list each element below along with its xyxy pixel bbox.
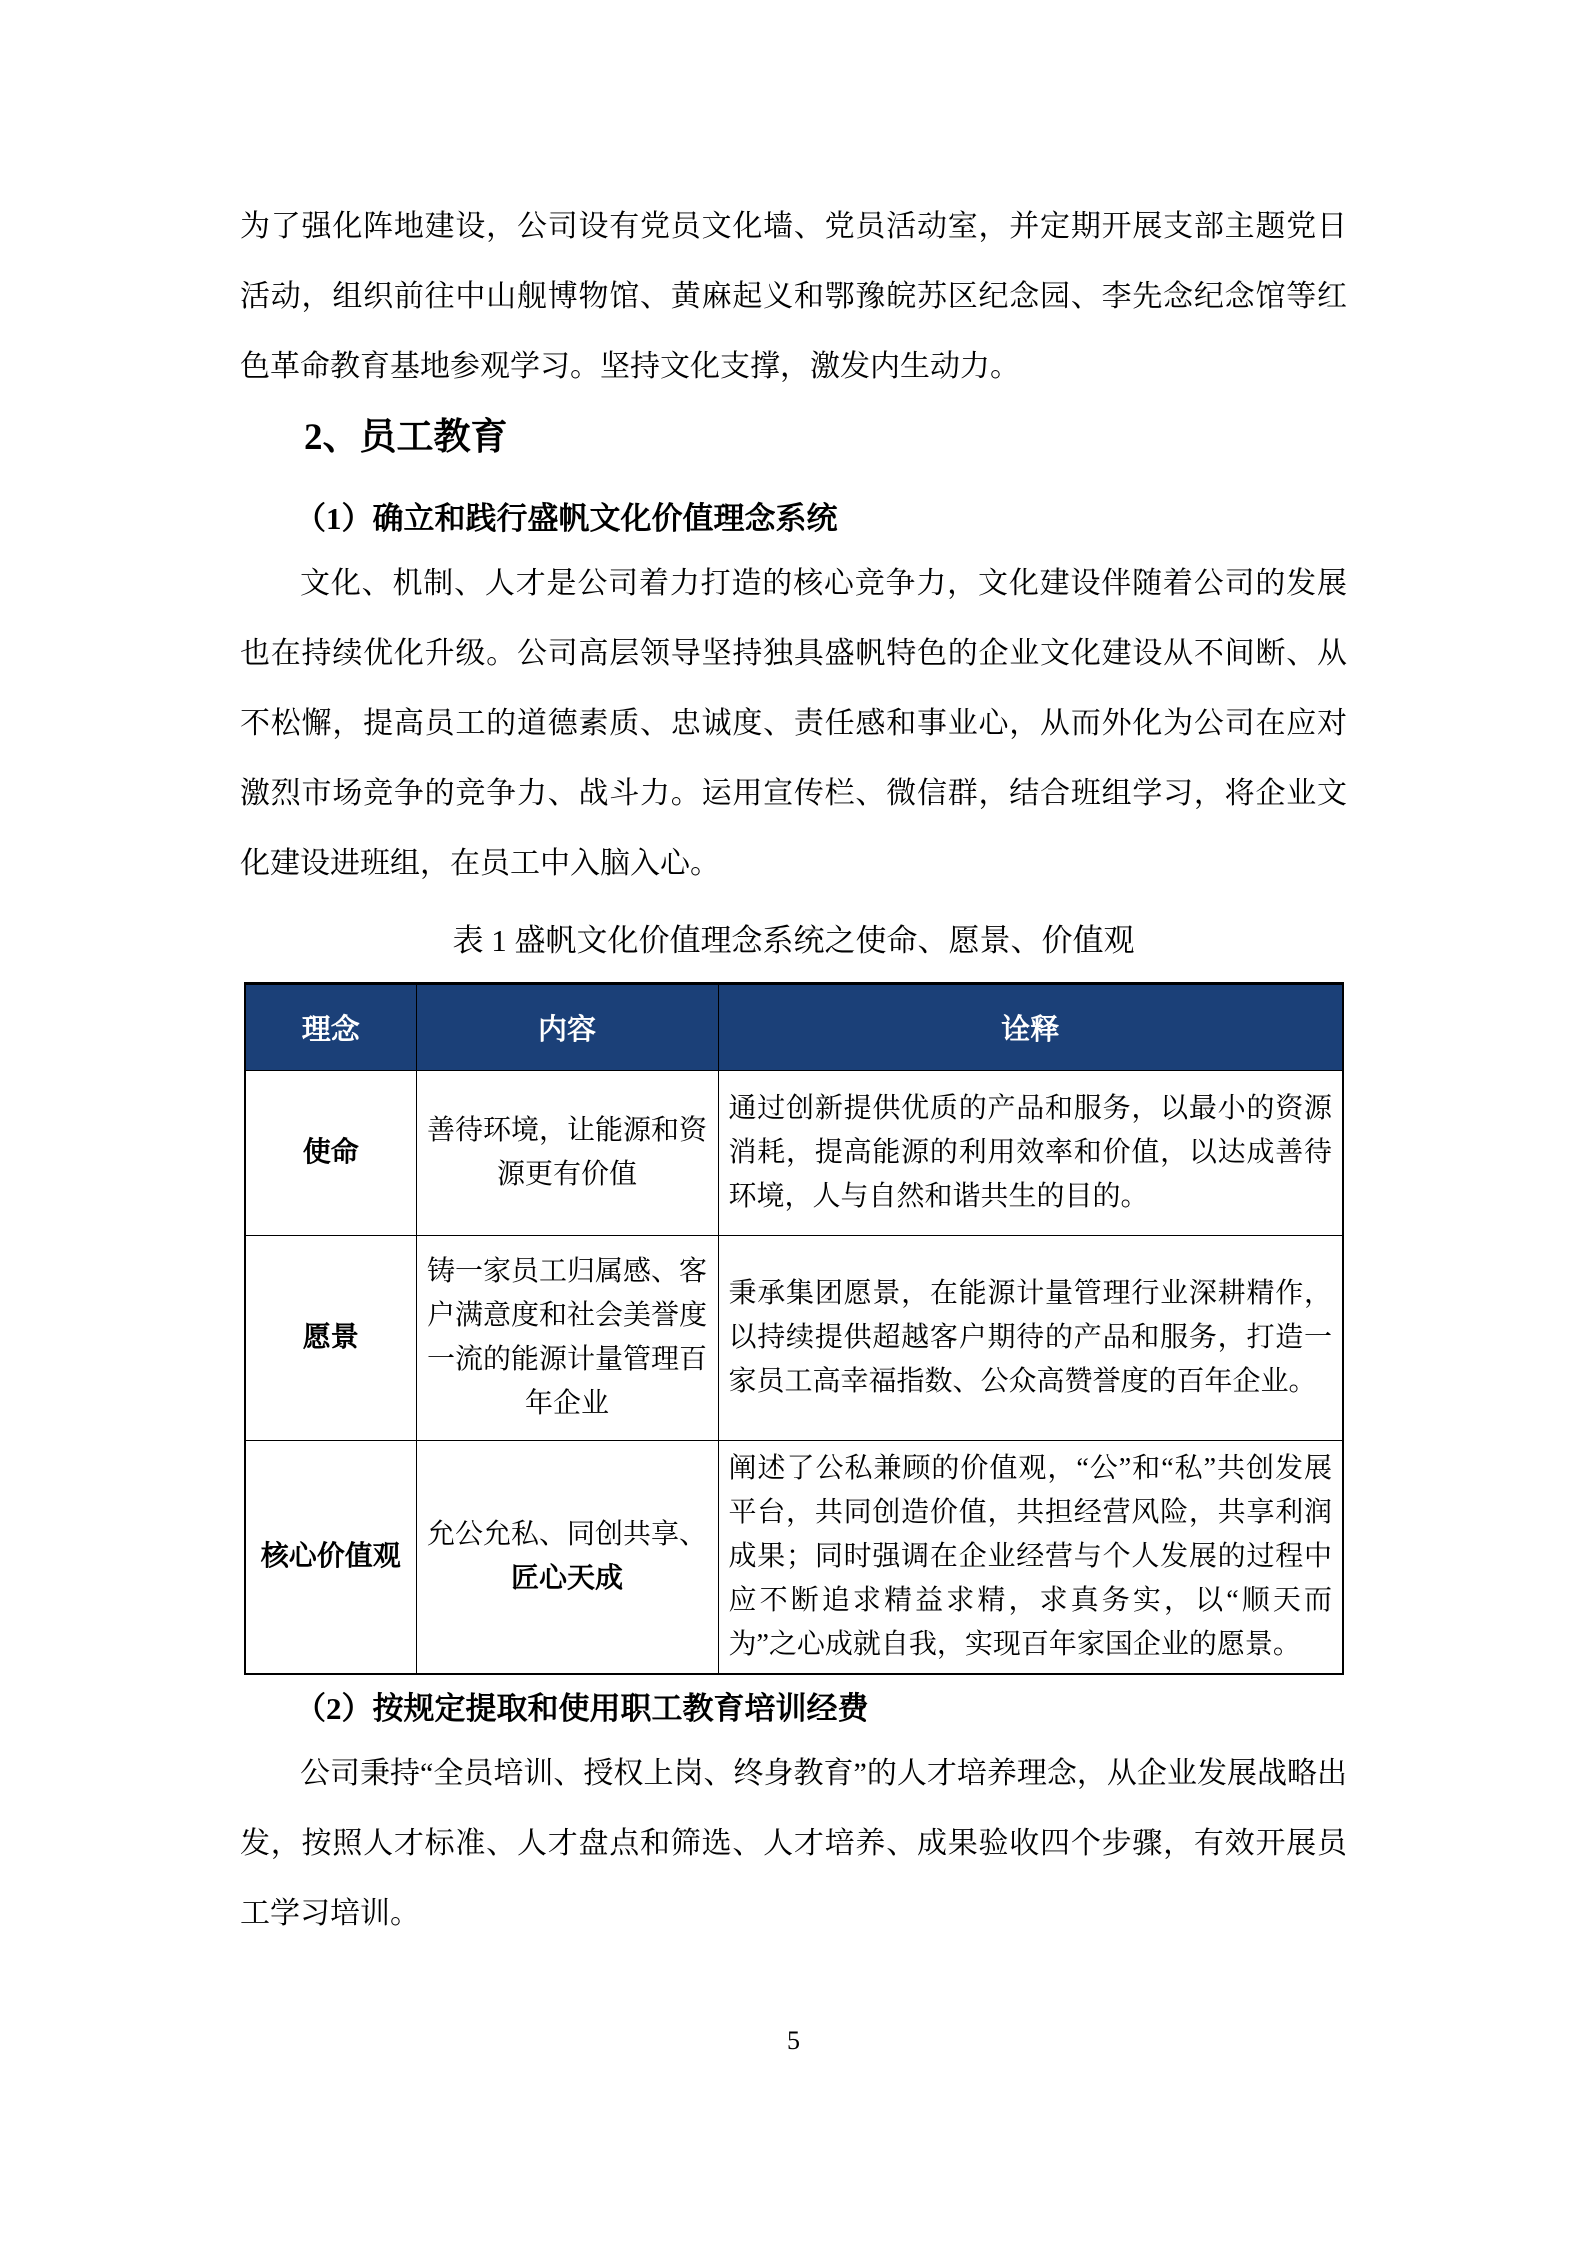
- subheading-training-funds: （2）按规定提取和使用职工教育培训经费: [295, 1691, 869, 1726]
- cell-interpretation-vision: 秉承集团愿景，在能源计量管理行业深耕精作，以持续提供超越客户期待的产品和服务，打造一家员工高幸福指数、公众高赞誉度的百年企业。: [718, 1236, 1343, 1441]
- table-caption: 表 1 盛帆文化价值理念系统之使命、愿景、价值观: [452, 923, 1135, 958]
- paragraph-culture-building: 文化、机制、人才是公司着力打造的核心竞争力，文化建设伴随着公司的发展也在持续优化升级。公司高层领导坚持独具盛帆特色的企业文化建设从不间断、从不松懈，提高员工的道德素质、忠诚度、责任感和事业心，从而外化为公司在应对激烈市场竞争的竞争力、战斗力。运用宣传栏、微信群，结合班组学习，将企业文化建设进班组，在员工中入脑入心。: [240, 567, 1347, 880]
- cell-interpretation-core-values: 阐述了公私兼顾的价值观，“公”和“私”共创发展平台，共同创造价值，共担经营风险，共享利润成果；同时强调在企业经营与个人发展的过程中应不断追求精益求精，求真务实，以“顺天而为”之心成就自我，实现百年家国企业的愿景。: [718, 1441, 1343, 1675]
- core-values-bold-part: 匠心天成: [510, 1563, 623, 1594]
- table-row-core-values: [245, 1441, 1343, 1675]
- page-number: 5: [787, 2026, 800, 2055]
- cell-content-core-values: [416, 1441, 718, 1675]
- cell-content-mission: 善待环境，让能源和资源更有价值: [416, 1071, 718, 1236]
- culture-values-table: [244, 982, 1344, 1675]
- cell-concept-vision: 愿景: [245, 1236, 416, 1441]
- cell-interpretation-mission: 通过创新提供优质的产品和服务，以最小的资源消耗，提高能源的利用效率和价值，以达成善待环境，人与自然和谐共生的目的。: [718, 1071, 1343, 1236]
- cell-concept-core-values: 核心价值观: [245, 1441, 416, 1675]
- paragraph-talent-training: 公司秉持“全员培训、授权上岗、终身教育”的人才培养理念，从企业发展战略出发，按照人才标准、人才盘点和筛选、人才培养、成果验收四个步骤，有效开展员工学习培训。: [240, 1757, 1347, 1930]
- header-cell-concept: 理念: [245, 984, 416, 1071]
- section-heading-employee-education: 2、员工教育: [304, 417, 508, 458]
- table-row-vision: [245, 1236, 1343, 1441]
- header-cell-interpretation: 诠释: [718, 984, 1343, 1071]
- core-values-regular-part: 允公允私、同创共享、: [426, 1519, 707, 1550]
- cell-concept-mission: 使命: [245, 1071, 416, 1236]
- header-cell-content: 内容: [416, 984, 718, 1071]
- table-row-mission: [245, 1071, 1343, 1236]
- subheading-culture-value-system: （1）确立和践行盛帆文化价值理念系统: [295, 501, 838, 536]
- cell-content-vision: 铸一家员工归属感、客户满意度和社会美誉度一流的能源计量管理百年企业: [416, 1236, 718, 1441]
- table-header-row: [245, 984, 1343, 1071]
- paragraph-party-culture: 为了强化阵地建设，公司设有党员文化墙、党员活动室，并定期开展支部主题党日活动，组织前往中山舰博物馆、黄麻起义和鄂豫皖苏区纪念园、李先念纪念馆等红色革命教育基地参观学习。坚持文化支撑，激发内生动力。: [240, 210, 1347, 383]
